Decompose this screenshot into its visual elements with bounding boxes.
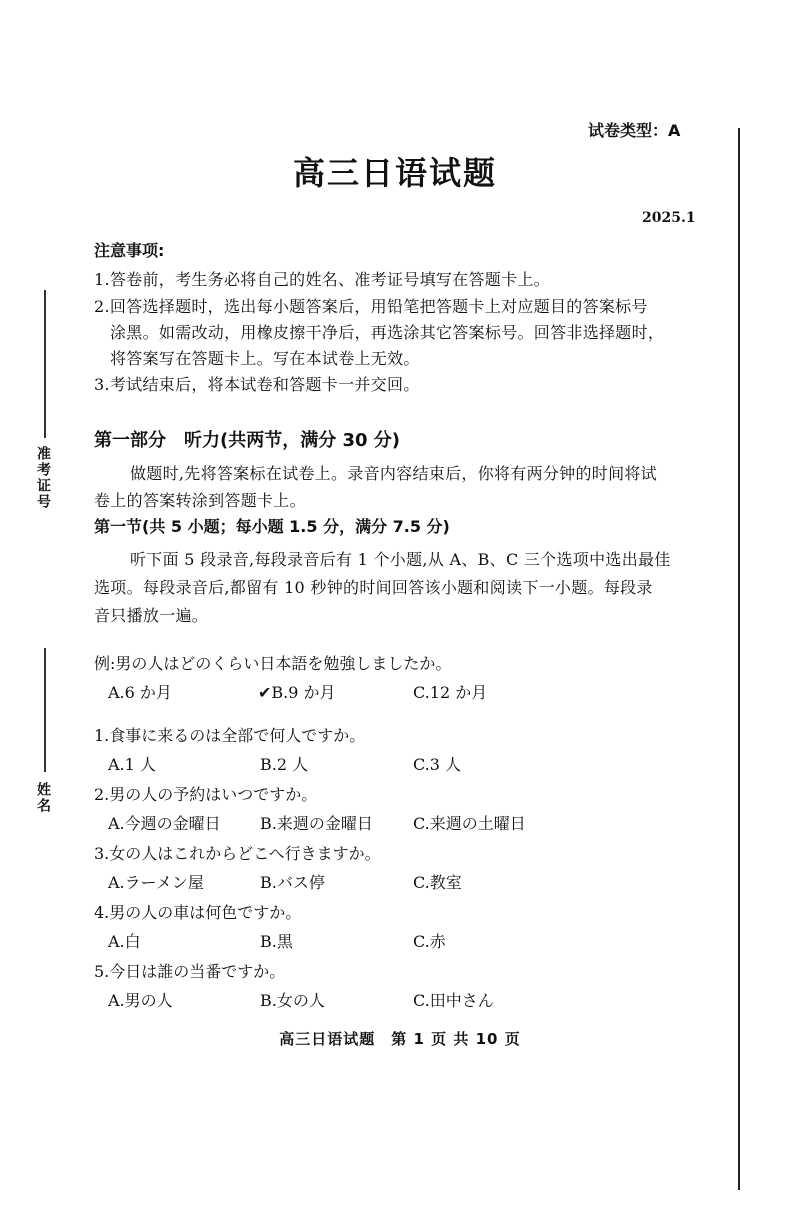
question-3-option-c: C.教室 bbox=[413, 873, 462, 892]
section1-intro-line: 音只播放一遍。 bbox=[94, 606, 209, 625]
example-option-a: A.6 か月 bbox=[108, 683, 172, 702]
exam-id-blank-line bbox=[44, 290, 46, 438]
section1-heading: 第一节(共 5 小题；每小题 1.5 分，满分 7.5 分) bbox=[94, 517, 450, 536]
question-4-option-b: B.黒 bbox=[260, 932, 293, 951]
part1-heading: 第一部分 听力(共两节，满分 30 分) bbox=[94, 430, 401, 451]
paper-type: 试卷类型：A bbox=[588, 121, 681, 140]
question-5-option-a: A.男の人 bbox=[108, 991, 173, 1010]
name-blank-line bbox=[44, 648, 46, 772]
notice-line: 将答案写在答题卡上。写在本试卷上无效。 bbox=[110, 349, 420, 368]
name-label: 姓名 bbox=[35, 782, 51, 814]
question-4: 4.男の人の車は何色ですか。 bbox=[94, 903, 302, 922]
question-3: 3.女の人はこれからどこへ行きますか。 bbox=[94, 844, 381, 863]
question-2: 2.男の人の予約はいつですか。 bbox=[94, 785, 318, 804]
question-3-option-a: A.ラーメン屋 bbox=[108, 873, 204, 892]
question-4-option-a: A.白 bbox=[108, 932, 141, 951]
part1-intro-line: 卷上的答案转涂到答题卡上。 bbox=[94, 491, 306, 510]
question-1: 1.食事に来るのは全部で何人ですか。 bbox=[94, 726, 366, 745]
question-1-option-b: B.2 人 bbox=[260, 755, 309, 774]
example-option-c: C.12 か月 bbox=[413, 683, 488, 702]
question-2-option-a: A.今週の金曜日 bbox=[108, 814, 221, 833]
exam-id-label: 准考证号 bbox=[35, 446, 51, 510]
notice-line: 涂黑。如需改动，用橡皮擦干净后，再选涂其它答案标号。回答非选择题时， bbox=[110, 323, 665, 342]
page-title: 高三日语试题 bbox=[292, 154, 497, 192]
page-footer: 高三日语试题 第 1 页 共 10 页 bbox=[279, 1030, 521, 1048]
question-2-option-c: C.来週の土曜日 bbox=[413, 814, 526, 833]
question-3-option-b: B.バス停 bbox=[260, 873, 325, 892]
question-1-option-a: A.1 人 bbox=[108, 755, 156, 774]
question-5-option-b: B.女の人 bbox=[260, 991, 325, 1010]
notice-line: 3.考试结束后，将本试卷和答题卡一并交回。 bbox=[94, 375, 420, 394]
question-5: 5.今日は誰の当番ですか。 bbox=[94, 962, 286, 981]
question-1-option-c: C.3 人 bbox=[413, 755, 462, 774]
question-5-option-c: C.田中さん bbox=[413, 991, 494, 1010]
question-4-option-c: C.赤 bbox=[413, 932, 446, 951]
notice-line: 2.回答选择题时，选出每小题答案后，用铅笔把答题卡上对应题目的答案标号 bbox=[94, 297, 648, 316]
notice-line: 1.答卷前，考生务必将自己的姓名、准考证号填写在答题卡上。 bbox=[94, 270, 550, 289]
notice-heading: 注意事项: bbox=[94, 241, 165, 260]
exam-date: 2025.1 bbox=[642, 210, 696, 226]
section1-intro-line: 听下面 5 段录音,每段录音后有 1 个小题,从 A、B、C 三个选项中选出最佳 bbox=[130, 550, 671, 569]
question-2-option-b: B.来週の金曜日 bbox=[260, 814, 373, 833]
example-option-b: ✔B.9 か月 bbox=[258, 683, 336, 702]
part1-intro-line: 做题时,先将答案标在试卷上。录音内容结束后，你将有两分钟的时间将试 bbox=[130, 464, 657, 483]
example-question: 例:男の人はどのくらい日本語を勉強しましたか。 bbox=[94, 654, 452, 673]
section1-intro-line: 选项。每段录音后,都留有 10 秒钟的时间回答该小题和阅读下一小题。每段录 bbox=[94, 578, 653, 597]
